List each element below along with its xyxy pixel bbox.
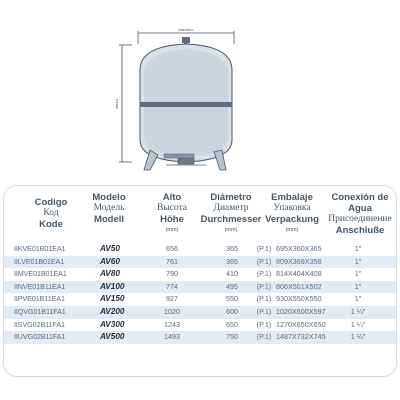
header-height-es: Alto [162,192,182,203]
cell-diameter: 365 [226,244,238,253]
cell-code: IISVG02B11FA1 [14,319,65,329]
cell-diameter: 495 [226,281,238,291]
header-connection-de: Anschluße [335,225,385,236]
height-label: altura [114,98,119,110]
cell-model: AV500 [100,332,125,342]
header-code [26,197,76,230]
cell-pressure: (P.1) [256,294,272,304]
header-packaging-ru: Упаковка [273,203,311,213]
header-connection-es: Conexión de Agua [331,192,389,214]
cell-packaging: 1487X732X745 [276,332,326,342]
cell-code: IIUVG02B11FA1 [14,332,66,342]
cell-model: AV100 [100,281,125,291]
header-model [80,192,138,225]
header-packaging-de: Verpackung [265,214,319,225]
cell-diameter: 365 [226,256,238,266]
header-connection-ru: Присоединение [328,214,392,224]
header-packaging-unit: (mm) [285,227,299,233]
table-row [4,293,396,306]
table-row [4,268,396,281]
cell-packaging: 1020X600X597 [276,306,326,316]
cell-diameter: 550 [226,294,238,304]
header-height-ru: Высота [156,203,188,213]
header-model-ru: Модель [93,203,125,213]
cell-connection: 1" [354,256,362,266]
header-diameter-unit: (mm) [224,227,238,233]
cell-code: IILVE01B01EA1 [14,256,65,266]
cell-packaging: 814X404X408 [276,269,322,279]
cell-packaging: 806X501X502 [276,281,322,291]
table-row [4,256,396,269]
spec-table-body [4,243,396,344]
header-height-de: Höhe [160,214,184,225]
cell-model: AV300 [100,319,125,329]
header-height-unit: (mm) [165,227,179,233]
cell-height: 1493 [164,332,180,342]
header-diameter-ru: Диаметр [213,203,249,213]
cell-height: 774 [166,281,178,291]
header-connection [322,192,397,236]
cell-height: 927 [166,294,178,304]
cell-pressure: (P.1) [256,306,272,316]
table-row [4,243,396,256]
cell-code: IIPVE01B11EA1 [14,294,65,304]
cell-height: 1243 [164,319,180,329]
cell-pressure: (P.1) [256,281,272,291]
cell-connection: 1 ¼" [350,332,366,342]
header-model-de: Modell [93,214,125,225]
table-row [4,319,396,332]
cell-model: AV60 [100,256,120,266]
cell-height: 1020 [164,306,180,316]
table-row [4,306,396,319]
cell-pressure: (P.1) [256,244,272,253]
cell-packaging: 695X360X365 [276,244,322,253]
diameter-label: diametro [178,27,194,32]
cell-model: AV150 [100,294,125,304]
table-row [4,281,396,294]
cell-packaging: 930X550X550 [276,294,322,304]
tank-technical-drawing [0,0,400,185]
cell-pressure: (P.1) [256,319,272,329]
cell-pressure: (P.1) [256,332,272,342]
cell-connection: 1 ¼" [350,306,366,316]
header-diameter-de: Durchmesser [200,214,262,225]
cell-code: IINVE01B11EA1 [14,281,66,291]
cell-diameter: 410 [226,269,238,279]
header-packaging-es: Embalaje [271,192,313,203]
cell-code: IIQVG01B11FA1 [14,306,66,316]
header-packaging [262,192,322,235]
cell-model: AV50 [100,244,120,253]
header-code-ru: Код [43,208,59,218]
spec-table [3,185,397,377]
cell-model: AV200 [100,306,125,316]
tank-seam-band [140,102,232,107]
header-height [144,192,200,235]
cell-connection: 1" [354,281,362,291]
cell-diameter: 650 [226,319,238,329]
cell-height: 656 [166,244,178,253]
table-row [4,331,396,344]
header-code-es: Codigo [34,197,68,208]
cell-model: AV80 [100,269,120,279]
header-model-es: Modelo [92,192,126,203]
cell-diameter: 750 [226,332,238,342]
cell-connection: 1 ¼" [350,319,366,329]
cell-connection: 1" [354,269,362,279]
cell-connection: 1" [354,294,362,304]
cell-height: 761 [166,256,178,266]
cell-packaging: 809X369X358 [276,256,322,266]
header-diameter-es: Diámetro [210,192,252,203]
header-code-de: Kode [39,219,63,230]
cell-height: 790 [166,269,178,279]
header-diameter [200,192,262,235]
cell-pressure: (P.1) [256,269,272,279]
cell-pressure: (P.1) [256,256,272,266]
water-connection [178,158,194,164]
cell-code: IIKVE01B01EA1 [14,244,66,253]
cell-diameter: 600 [226,306,238,316]
cell-packaging: 1270X650X650 [276,319,326,329]
cell-connection: 1" [354,244,362,253]
cell-code: IIMVE01B01EA1 [14,269,67,279]
